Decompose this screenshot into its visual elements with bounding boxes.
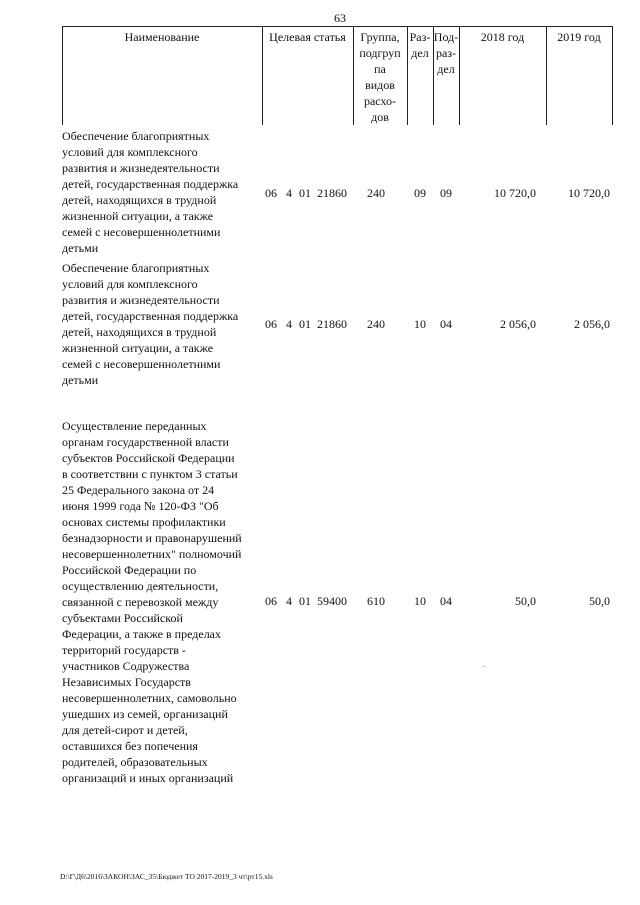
page-number: 63 [334, 11, 346, 25]
section-value: 10 [414, 594, 426, 608]
target-direction: 59400 [317, 594, 347, 608]
header-top-border [62, 26, 612, 27]
header-border-right [612, 26, 613, 125]
amount-2018: 50,0 [515, 594, 536, 608]
header-subsection: Под- раз- дел [433, 30, 459, 76]
amount-2019: 10 720,0 [568, 186, 610, 200]
target-direction: 21860 [317, 317, 347, 331]
header-year-2019: 2019 год [557, 30, 601, 44]
target-program: 06 [265, 594, 277, 608]
row-name: Обеспечение благоприятных условий для комплексного развития и жизнедеятельности детей, государственная поддержка детей, находящихся в трудной жизненной ситуации, а также семей с несовершеннолетними детьми [62, 129, 239, 255]
amount-2018: 2 056,0 [500, 317, 536, 331]
table-header [62, 26, 612, 125]
target-program: 06 [265, 186, 277, 200]
section-value: 09 [414, 186, 426, 200]
target-measure: 01 [299, 594, 311, 608]
target-direction: 21860 [317, 186, 347, 200]
scan-speck [484, 666, 485, 667]
header-name: Наименование [124, 30, 200, 44]
subsection-value: 09 [440, 186, 452, 200]
expense-group-value: 240 [367, 186, 385, 200]
subsection-value: 04 [440, 317, 452, 331]
subsection-value: 04 [440, 594, 452, 608]
target-program: 06 [265, 317, 277, 331]
target-subprogram: 4 [286, 186, 292, 200]
target-subprogram: 4 [286, 317, 292, 331]
amount-2019: 50,0 [589, 594, 610, 608]
row-name: Осуществление переданных органам государственной власти субъектов Российской Федерации в соответствии с пунктом 3 статьи 25 Федерального закона от 24 июня 1999 года № 120-ФЗ "Об основах системы профилактики безнадзорности и правонарушений несовершеннолетних" полномочий Российской Федерации по осуществлению деятельности, связанной с перевозкой между субъектами Российской Федерации, а также в пределах территорий государств - участников Содружества Независимых Государств несовершеннолетних, самовольно ушедших из семей, организаций для детей-сирот и детей, оставшихся без попечения родителей, образовательных организаций и иных организаций [62, 419, 242, 785]
expense-group-value: 240 [367, 317, 385, 331]
amount-2019: 2 056,0 [574, 317, 610, 331]
header-expense-group: Группа, подгруп па видов расхо- дов [359, 30, 401, 124]
header-section: Раз- дел [409, 30, 431, 60]
row-name: Обеспечение благоприятных условий для комплексного развития и жизнедеятельности детей, государственная поддержка детей, находящихся в трудной жизненной ситуации, а также семей с несовершеннолетними детьми [62, 261, 239, 387]
amount-2018: 10 720,0 [494, 186, 536, 200]
header-year-2018: 2018 год [480, 30, 525, 44]
header-target-article: Целевая статья [269, 30, 346, 44]
target-measure: 01 [299, 186, 311, 200]
target-measure: 01 [299, 317, 311, 331]
expense-group-value: 610 [367, 594, 385, 608]
file-path-footer: D:\Г\Д6\2016\ЗАКОН\ЗАС_35\Бюджет ТО 2017-2019_3 чт\рт15.xls [60, 872, 273, 881]
target-subprogram: 4 [286, 594, 292, 608]
section-value: 10 [414, 317, 426, 331]
